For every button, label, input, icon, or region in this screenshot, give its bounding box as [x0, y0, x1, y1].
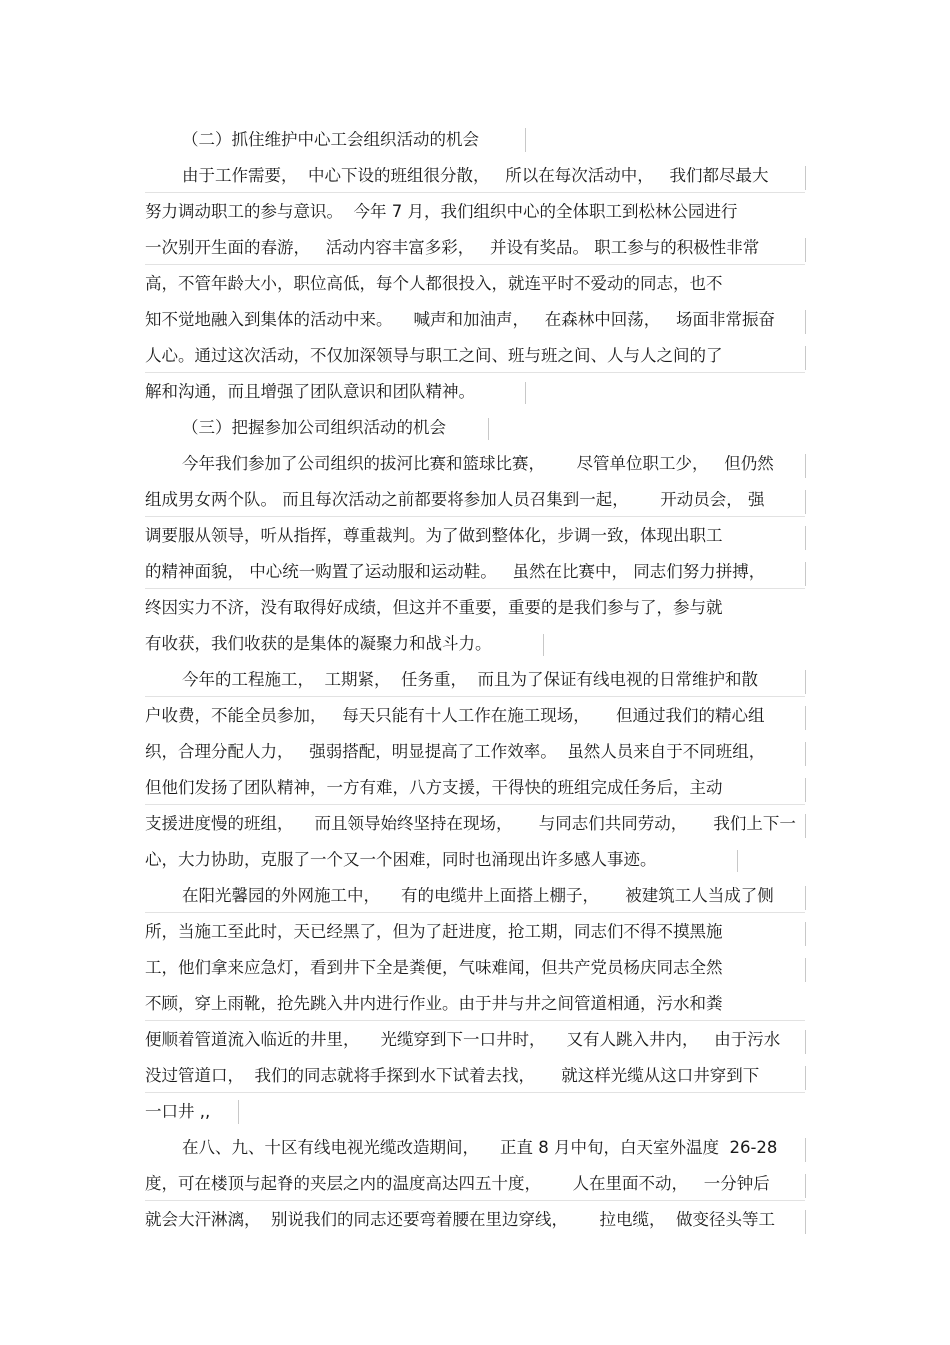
paragraph-line: 组成男女两个队。 而且每次活动之前都要将参加人员召集到一起， 开动员会， 强 [145, 490, 765, 509]
paragraph-line: 心，大力协助，克服了一个又一个困难，同时也涌现出许多感人事迹。 [145, 850, 657, 869]
paragraph-line: 度，可在楼顶与起脊的夹层之内的温度高达四五十度， 人在里面不动， 一分钟后 [145, 1174, 770, 1193]
text-box-edge [805, 1210, 806, 1234]
paragraph-line: 织，合理分配人力， 强弱搭配，明显提高了工作效率。 虽然人员来自于不同班组， [145, 742, 766, 761]
text-box-rule [145, 912, 805, 913]
text-box-edge [525, 128, 526, 152]
text-box-rule [145, 516, 805, 517]
text-box-rule [145, 1200, 805, 1201]
text-box-edge [805, 742, 806, 766]
text-box-rule [145, 696, 805, 697]
text-box-edge [805, 958, 806, 982]
paragraph-line: 工，他们拿来应急灯，看到井下全是粪便，气味难闻，但共产党员杨庆同志全然 [145, 958, 723, 977]
paragraph-line: 一口井 ,, [145, 1102, 211, 1121]
text-box-rule [145, 372, 805, 373]
paragraph-line: 终因实力不济，没有取得好成绩，但这并不重要，重要的是我们参与了，参与就 [145, 598, 723, 617]
paragraph-line: 便顺着管道流入临近的井里， 光缆穿到下一口井时， 又有人跳入井内， 由于污水 [145, 1030, 781, 1049]
text-box-rule [145, 1020, 805, 1021]
paragraph-line: 所，当施工至此时，天已经黑了，但为了赶进度，抢工期，同志们不得不摸黑施 [145, 922, 723, 941]
paragraph-line: 的精神面貌， 中心统一购置了运动服和运动鞋。 虽然在比赛中， 同志们努力拼搏， [145, 562, 766, 581]
text-box-edge [805, 922, 806, 946]
text-box-edge [525, 382, 526, 404]
text-box-edge [238, 1100, 239, 1124]
paragraph-line: 但他们发扬了团队精神，一方有难，八方支援，干得快的班组完成任务后，主动 [145, 778, 723, 797]
text-box-edge [805, 346, 806, 370]
text-box-rule [145, 588, 805, 589]
paragraph-line: 户收费，不能全员参加， 每天只能有十人工作在施工现场， 但通过我们的精心组 [145, 706, 765, 725]
text-box-edge [805, 166, 806, 190]
paragraph-line: 努力调动职工的参与意识。 今年 7 月，我们组织中心的全体职工到松林公园进行 [145, 202, 738, 221]
text-box-edge [805, 526, 806, 550]
paragraph-line: 今年我们参加了公司组织的拔河比赛和篮球比赛， 尽管单位职工少， 但仍然 [182, 454, 774, 473]
text-box-edge [805, 886, 806, 910]
text-box-edge [805, 1066, 806, 1090]
text-box-edge [805, 454, 806, 478]
text-box-rule [145, 1092, 805, 1093]
text-box-edge [805, 778, 806, 802]
paragraph-line: 在阳光馨园的外网施工中， 有的电缆井上面搭上棚子， 被建筑工人当成了侧 [182, 886, 774, 905]
text-box-edge [805, 562, 806, 586]
text-box-edge [805, 238, 806, 262]
paragraph-line: 调要服从领导，听从指挥，尊重裁判。为了做到整体化，步调一致，体现出职工 [145, 526, 723, 545]
paragraph-line: 在八、九、十区有线电视光缆改造期间， 正直 8 月中旬，白天室外温度 26-28 [182, 1138, 778, 1157]
section-heading-two: （二）抓住维护中心工会组织活动的机会 [182, 130, 479, 149]
text-box-edge [805, 1030, 806, 1054]
text-box-edge [805, 1138, 806, 1162]
paragraph-line: 没过管道口， 我们的同志就将手探到水下试着去找， 就这样光缆从这口井穿到下 [145, 1066, 760, 1085]
paragraph-line: 有收获，我们收获的是集体的凝聚力和战斗力。 [145, 634, 492, 653]
text-box-rule [145, 804, 805, 805]
text-box-edge [805, 706, 806, 730]
paragraph-line: 不顾，穿上雨靴，抢先跳入井内进行作业。由于井与井之间管道相通，污水和粪 [145, 994, 723, 1013]
paragraph-line: 由于工作需要， 中心下设的班组很分散， 所以在每次活动中， 我们都尽最大 [182, 166, 769, 185]
paragraph-line: 就会大汗淋漓， 别说我们的同志还要弯着腰在里边穿线， 拉电缆， 做变径头等工 [145, 1210, 775, 1229]
paragraph-line: 解和沟通，而且增强了团队意识和团队精神。 [145, 382, 475, 401]
text-box-edge [805, 670, 806, 694]
text-box-edge [805, 490, 806, 514]
paragraph-line: 一次别开生面的春游， 活动内容丰富多彩， 并设有奖品。 职工参与的积极性非常 [145, 238, 760, 257]
paragraph-line: 高，不管年龄大小，职位高低，每个人都很投入，就连平时不爱动的同志，也不 [145, 274, 723, 293]
text-box-rule [145, 192, 805, 193]
text-box-edge [805, 1174, 806, 1198]
text-box-rule [145, 264, 805, 265]
text-box-edge [543, 634, 544, 656]
section-heading-three: （三）把握参加公司组织活动的机会 [182, 418, 446, 437]
text-box-edge [488, 418, 489, 440]
text-box-edge [805, 310, 806, 334]
paragraph-line: 知不觉地融入到集体的活动中来。 喊声和加油声， 在森林中回荡， 场面非常振奋 [145, 310, 775, 329]
paragraph-line: 人心。通过这次活动，不仅加深领导与职工之间、班与班之间、人与人之间的了 [145, 346, 723, 365]
text-box-edge [805, 814, 806, 838]
text-box-edge [737, 850, 738, 872]
paragraph-line: 今年的工程施工， 工期紧， 任务重， 而且为了保证有线电视的日常维护和散 [182, 670, 758, 689]
paragraph-line: 支援进度慢的班组， 而且领导始终坚持在现场， 与同志们共同劳动， 我们上下一 [145, 814, 796, 833]
